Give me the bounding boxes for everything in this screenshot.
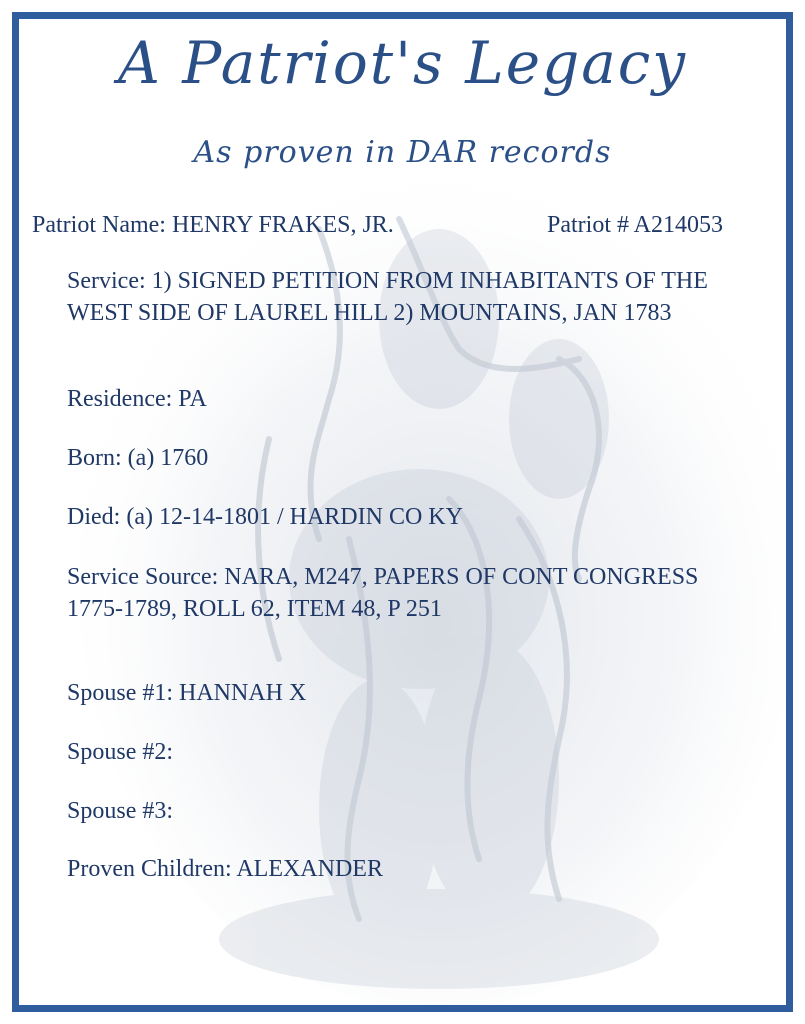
spouse-2-field: Spouse #2: [67, 739, 174, 765]
page-subtitle: As proven in DAR records [193, 135, 612, 170]
service-field: Service: 1) SIGNED PETITION FROM INHABITANTS OF THE WEST SIDE OF LAUREL HILL 2) MOUNTAINS, JAN 1783 [67, 268, 708, 326]
patriot-name: Patriot Name: HENRY FRAKES, JR. [32, 212, 394, 238]
spouse-3-field: Spouse #3: [67, 798, 174, 824]
residence-field: Residence: PA [67, 386, 207, 412]
record-frame [12, 12, 793, 1012]
patriot-number: Patriot # A214053 [547, 212, 724, 238]
page-title: A Patriot's Legacy [117, 29, 688, 97]
service-source-field: Service Source: NARA, M247, PAPERS OF CONT CONGRESS 1775-1789, ROLL 62, ITEM 48, P 251 [67, 564, 699, 622]
born-field: Born: (a) 1760 [67, 445, 209, 471]
spouse-1-field: Spouse #1: HANNAH X [67, 680, 307, 706]
proven-children-field: Proven Children: ALEXANDER [67, 856, 383, 882]
died-field: Died: (a) 12-14-1801 / HARDIN CO KY [67, 504, 463, 530]
